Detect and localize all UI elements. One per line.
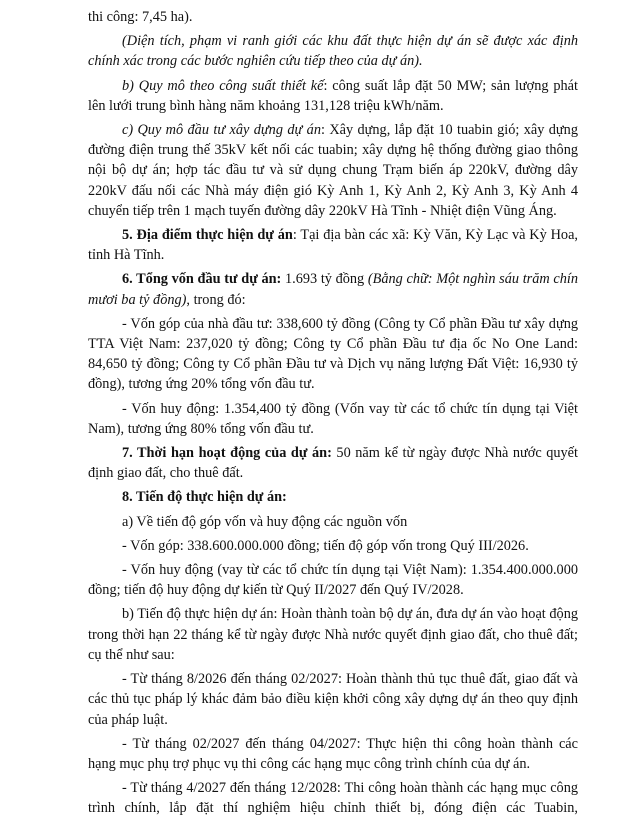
paragraph-construction-scale [88,120,578,221]
construction-scale-label: c) Quy mô đầu tư xây dựng dự án [122,122,321,139]
section-6-capital [88,269,578,309]
section-5-heading: 5. Địa điểm thực hiện dự án [122,227,293,244]
section-6-tail: , trong đó: [186,291,246,308]
section-8-b-schedule: b) Tiến độ thực hiện dự án: Hoàn thành toàn bộ dự án, đưa dự án vào hoạt động trong thời hạn 22 tháng kể từ ngày được Nhà nước quyết định giao đất, cho thuê đất; cụ thể như sau: [88,606,578,663]
section-6-amount-words: (Bằng chữ: Một nghìn sáu trăm chín mươi ba tỷ đồng) [88,271,578,308]
section-8-a-mobilization: - Vốn huy động (vay từ các tổ chức tín dụng tại Việt Nam): 1.354.400.000.000 đồng; tiến độ huy động dự kiến từ Quý II/2027 đến Quý IV/2028. [88,562,578,599]
section-7-duration [88,443,578,483]
section-8-a-contribution: - Vốn góp: 338.600.000.000 đồng; tiến độ góp vốn trong Quý III/2026. [122,537,529,554]
section-8-heading-text: 8. Tiến độ thực hiện dự án: [122,489,287,506]
construction-scale-text: : Xây dựng, lắp đặt 10 tuabin gió; xây dựng đường điện trung thế 35kV kết nối các tuabin; xây dựng hệ thống đường giao thông nội bộ dự án; hợp tác đầu tư và sử dụng chung Trạm biến áp 220kV, đường dây 220kV đấu nối các Nhà máy điện gió Kỳ Anh 1, Kỳ Anh 2, Kỳ Anh 3, Kỳ Anh 4 chuyển tiếp trên 1 mạch tuyến đường dây 220kV Hà Tĩnh - Nhiệt điện Vũng Áng. [88,122,578,219]
section-8-b-step-2: - Từ tháng 02/2027 đến tháng 04/2027: Thực hiện thi công hoàn thành các hạng mục phụ trợ phục vụ thi công các hạng mục công trình chính của dự án. [88,735,578,772]
section-8-b-step-3: - Từ tháng 4/2027 đến tháng 12/2028: Thi công hoàn thành các hạng mục công trình chính, lắp đặt thí nghiệm hiệu chỉnh thiết bị, đóng điện các Tuabin, [88,780,578,817]
section-8-heading [88,487,578,507]
section-7-heading: 7. Thời hạn hoạt động của dự án: [122,445,332,462]
section-7-text: 50 năm kể từ ngày được Nhà nước quyết định giao đất, cho thuê đất. [88,445,578,482]
paragraph-area-note: (Diện tích, phạm vi ranh giới các khu đất thực hiện dự án sẽ được xác định chính xác trong các bước nghiên cứu tiếp theo của dự án). [88,33,578,70]
paragraph-capacity-scale [88,76,578,116]
section-8-a-heading: a) Về tiến độ góp vốn và huy động các nguồn vốn [122,513,408,530]
section-8-b-step-1: - Từ tháng 8/2026 đến tháng 02/2027: Hoàn thành thủ tục thuê đất, giao đất và các thủ tục pháp lý khác đảm bảo điều kiện khởi công xây dựng dự án theo quy định của pháp luật. [88,671,578,728]
section-6-mobilized-capital: - Vốn huy động: 1.354,400 tỷ đồng (Vốn vay từ các tổ chức tín dụng tại Việt Nam), tương ứng 80% tổng vốn đầu tư. [88,400,578,437]
capacity-scale-text: : công suất lắp đặt 50 MW; sản lượng phát lên lưới trung bình hàng năm khoảng 131,128 triệu kWh/năm. [88,77,579,114]
section-6-contributed-capital: - Vốn góp của nhà đầu tư: 338,600 tỷ đồng (Công ty Cổ phần Đầu tư xây dựng TTA Việt Nam: 237,020 tỷ đồng; Công ty Cổ phần Đầu tư địa ốc No One Land: 84,650 tỷ đồng; Công ty Cổ phần Đầu tư và Dịch vụ năng lượng Đất Việt: 16,930 tỷ đồng), tương ứng 20% tổng vốn đầu tư. [88,315,578,393]
section-5-location [88,225,578,265]
section-6-heading: 6. Tổng vốn đầu tư dự án: [122,271,282,288]
document-page [88,0,578,823]
capacity-scale-label: b) Quy mô theo công suất thiết kế [122,77,324,94]
section-6-amount: 1.693 tỷ đồng [281,271,368,288]
section-5-text: : Tại địa bàn các xã: Kỳ Văn, Kỳ Lạc và Kỳ Hoa, tỉnh Hà Tĩnh. [88,227,578,264]
paragraph-area-tail: thi công: 7,45 ha). [88,9,193,25]
